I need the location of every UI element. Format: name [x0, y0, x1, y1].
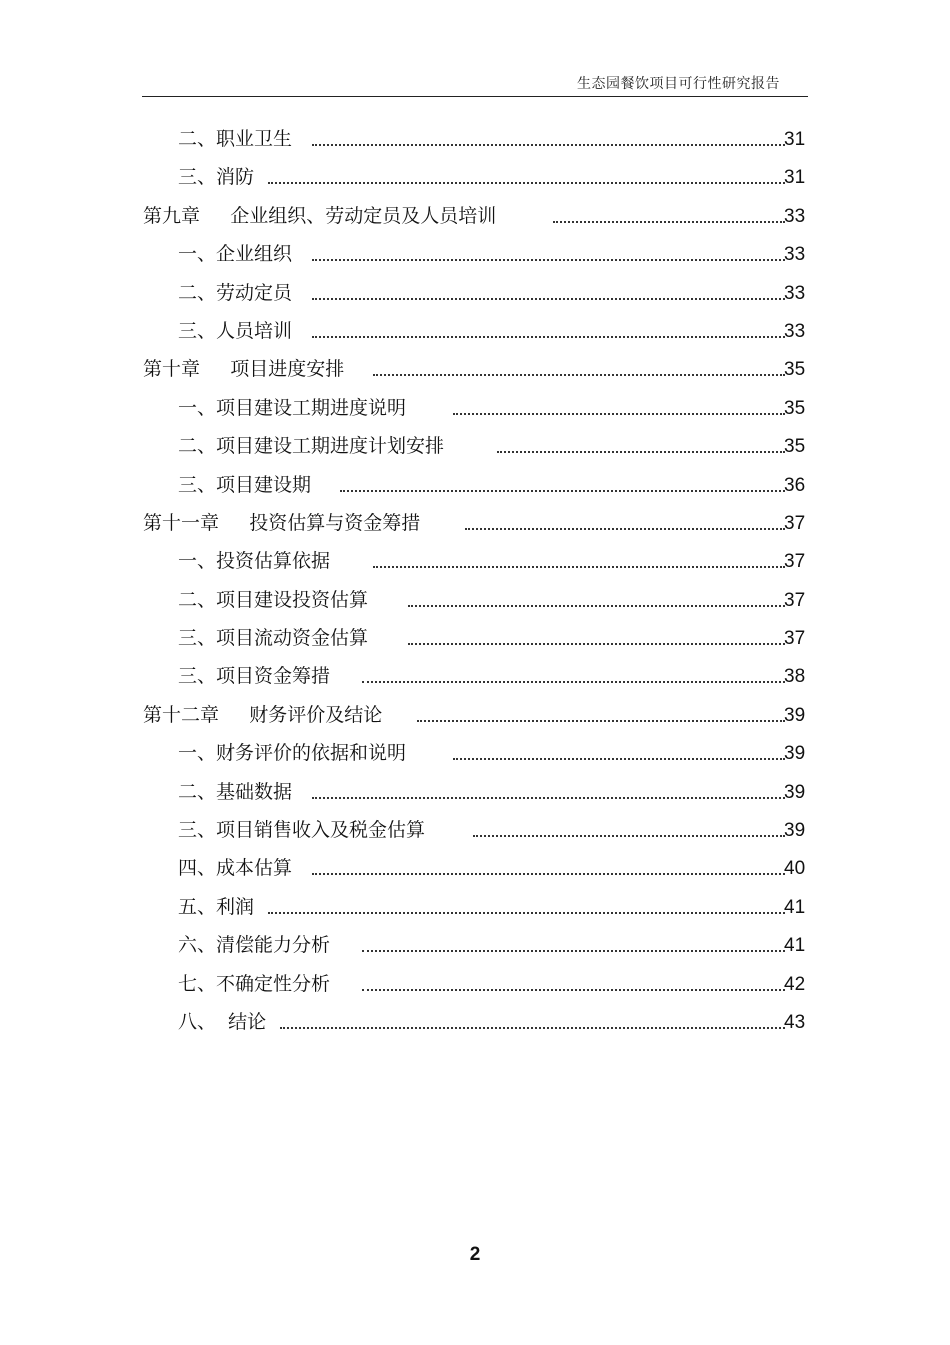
toc-dot-leader: [268, 912, 785, 914]
toc-dot-leader: [312, 298, 785, 300]
toc-page-number: 41: [784, 896, 806, 918]
toc-page-number: 33: [784, 282, 806, 304]
toc-dot-leader: [340, 490, 785, 492]
toc-page-number: 31: [784, 129, 806, 150]
toc-entry-label: 四、成本估算: [178, 857, 293, 880]
toc-page-number: 37: [784, 551, 806, 573]
toc-dot-leader: [417, 720, 785, 722]
toc-dot-leader: [312, 144, 785, 146]
page-header: [142, 70, 808, 97]
toc-entry-label: 二、项目建设工期进度计划安排: [178, 435, 445, 458]
toc-entry-label: 三、消防: [178, 166, 255, 189]
toc-section-entry[interactable]: [0, 427, 950, 465]
toc-entry-label: 一、财务评价的依据和说明: [178, 742, 407, 765]
toc-dot-leader: [312, 336, 785, 338]
toc-page-number: 33: [784, 320, 806, 342]
toc-dot-leader: [312, 797, 785, 799]
toc-page-number: 39: [784, 704, 806, 726]
toc-page-number: 38: [784, 666, 806, 688]
toc-page-number: 35: [784, 397, 806, 419]
toc-chapter-entry[interactable]: [0, 197, 950, 235]
toc-dot-leader: [268, 182, 785, 184]
toc-section-entry[interactable]: [0, 466, 950, 504]
toc-page-number: 31: [784, 167, 806, 189]
toc-section-entry[interactable]: [0, 542, 950, 580]
toc-section-entry[interactable]: [0, 849, 950, 887]
toc-entry-label: 第九章 企业组织、劳动定员及人员培训: [143, 204, 497, 227]
header-title: 生态园餐饮项目可行性研究报告: [577, 76, 780, 92]
toc-dot-leader: [312, 259, 785, 261]
toc-section-entry[interactable]: [0, 312, 950, 350]
toc-dot-leader: [453, 758, 785, 760]
toc-page-number: 39: [784, 781, 806, 803]
toc-entry-label: 第十二章 财务评价及结论: [143, 703, 383, 726]
toc-entry-label: 二、劳动定员: [178, 281, 293, 304]
toc-page-number: 35: [784, 359, 806, 381]
toc-entry-label: 三、项目流动资金估算: [178, 627, 369, 650]
toc-chapter-entry[interactable]: [0, 696, 950, 734]
toc-entry-label: 三、项目资金筹措: [178, 665, 331, 688]
toc-chapter-entry[interactable]: [0, 504, 950, 542]
toc-dot-leader: [408, 643, 785, 645]
page-number: 2: [469, 1244, 481, 1265]
toc-section-entry[interactable]: [0, 773, 950, 811]
toc-section-entry[interactable]: [0, 926, 950, 964]
toc-page-number: 42: [784, 973, 806, 995]
toc-page-number: 37: [784, 589, 806, 611]
toc-section-entry[interactable]: [0, 120, 950, 158]
toc-entry-label: 三、项目销售收入及税金估算: [178, 819, 426, 842]
toc-section-entry[interactable]: [0, 158, 950, 196]
toc-page-number: 40: [784, 858, 806, 880]
toc-chapter-entry[interactable]: [0, 350, 950, 388]
toc-dot-leader: [373, 566, 785, 568]
toc-entry-label: 七、不确定性分析: [178, 972, 331, 995]
toc-dot-leader: [362, 950, 785, 952]
toc-section-entry[interactable]: [0, 235, 950, 273]
toc-dot-leader: [497, 451, 785, 453]
toc-section-entry[interactable]: [0, 811, 950, 849]
toc-section-entry[interactable]: [0, 888, 950, 926]
toc-entry-label: 一、企业组织: [178, 243, 293, 266]
toc-section-entry[interactable]: [0, 389, 950, 427]
toc-section-entry[interactable]: [0, 657, 950, 695]
toc-section-entry[interactable]: [0, 619, 950, 657]
toc-section-entry[interactable]: [0, 1003, 950, 1041]
toc-dot-leader: [362, 681, 785, 683]
toc-page-number: 41: [784, 935, 806, 957]
toc-page-number: 36: [784, 474, 806, 496]
toc-entry-label: 二、基础数据: [178, 780, 293, 803]
toc-page-number: 43: [784, 1011, 806, 1033]
toc-entry-label: 五、利润: [178, 895, 255, 918]
toc-entry-label: 一、投资估算依据: [178, 550, 331, 573]
toc-dot-leader: [362, 989, 785, 991]
toc-page-number: 37: [784, 512, 806, 534]
toc-dot-leader: [312, 873, 785, 875]
toc-section-entry[interactable]: [0, 581, 950, 619]
toc-entry-label: 第十一章 投资估算与资金筹措: [143, 511, 421, 534]
toc-entry-label: 一、项目建设工期进度说明: [178, 396, 407, 419]
toc-page-number: 37: [784, 628, 806, 650]
table-of-contents: [0, 120, 950, 1041]
toc-section-entry[interactable]: [0, 965, 950, 1003]
toc-entry-label: 二、职业卫生: [178, 128, 293, 150]
toc-page-number: 33: [784, 205, 806, 227]
toc-entry-label: 八、 结论: [178, 1010, 267, 1033]
toc-dot-leader: [465, 528, 785, 530]
toc-entry-label: 三、项目建设期: [178, 473, 312, 496]
toc-page-number: 39: [784, 820, 806, 842]
toc-dot-leader: [473, 835, 785, 837]
toc-dot-leader: [453, 413, 785, 415]
toc-page-number: 35: [784, 436, 806, 458]
toc-dot-leader: [553, 221, 785, 223]
toc-dot-leader: [408, 605, 785, 607]
toc-entry-label: 二、项目建设投资估算: [178, 588, 369, 611]
toc-dot-leader: [280, 1027, 785, 1029]
toc-page-number: 33: [784, 244, 806, 266]
toc-section-entry[interactable]: [0, 274, 950, 312]
toc-section-entry[interactable]: [0, 734, 950, 772]
toc-entry-label: 六、清偿能力分析: [178, 934, 331, 957]
toc-dot-leader: [373, 374, 785, 376]
toc-entry-label: 三、人员培训: [178, 319, 293, 342]
toc-page-number: 39: [784, 743, 806, 765]
toc-entry-label: 第十章 项目进度安排: [143, 358, 345, 381]
